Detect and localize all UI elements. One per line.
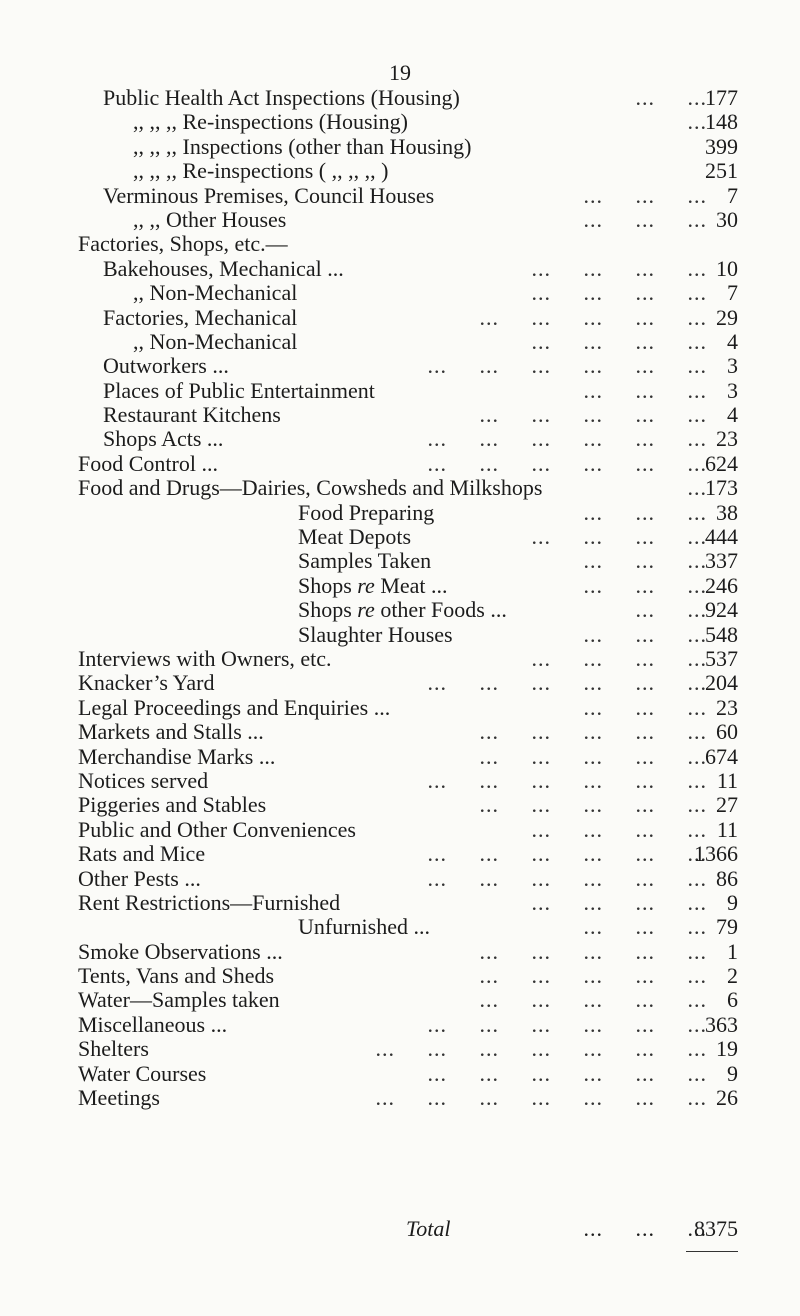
row-leaders: ... ... ... ... ... ... [427, 767, 707, 793]
table-row [0, 403, 800, 427]
row-leaders: ... ... ... ... ... [479, 743, 707, 769]
table-row [0, 232, 800, 256]
table-row [0, 452, 800, 476]
row-value: 79 [716, 914, 738, 940]
row-leaders: ... ... ... ... [531, 280, 707, 306]
table-row [0, 330, 800, 354]
row-label: Slaughter Houses [298, 623, 456, 647]
row-leaders: ... ... ... [583, 914, 707, 940]
table-row [0, 793, 800, 817]
table-row [0, 1062, 800, 1086]
row-value: 29 [716, 304, 738, 330]
row-leaders: ... ... ... [583, 206, 707, 232]
row-label: Restaurant Kitchens [103, 403, 284, 427]
row-value: 251 [705, 158, 738, 184]
row-label: Food and Drugs—Dairies, Cowsheds and Milkshops [78, 476, 545, 500]
table-row [0, 818, 800, 842]
row-value: 23 [716, 694, 738, 720]
row-label-rest: other Foods ... [374, 597, 507, 623]
row-value: 23 [716, 426, 738, 452]
row-leaders: ... ... ... ... ... ... [427, 1011, 707, 1037]
table-row [0, 281, 800, 305]
row-label: Places of Public Entertainment [103, 379, 378, 403]
row-value: 399 [705, 133, 738, 159]
row-leaders: ... ... ... [583, 377, 707, 403]
table-row [0, 745, 800, 769]
row-value: 924 [705, 597, 738, 623]
row-value: 6 [727, 987, 738, 1013]
total-label: Total [406, 1216, 451, 1241]
table-row [0, 696, 800, 720]
table-row [0, 915, 800, 939]
row-value: 204 [705, 670, 738, 696]
table-row [0, 1086, 800, 1110]
row-label-part: Shops [298, 572, 358, 598]
row-label-italic: re [357, 597, 375, 623]
row-value: 19 [716, 1036, 738, 1062]
row-label: Water—Samples taken [78, 988, 283, 1012]
row-leaders: ... ... ... [583, 572, 707, 598]
row-label: Knacker’s Yard [78, 671, 217, 695]
table-row [0, 891, 800, 915]
total-leaders: ... ... ... [583, 1216, 707, 1241]
row-label: ,, ,, Other Houses [133, 208, 289, 232]
row-value: 9 [727, 889, 738, 915]
row-label: Rats and Mice [78, 842, 208, 866]
row-label: Samples Taken [298, 549, 434, 573]
row-label: Meat Depots [298, 525, 414, 549]
total-rule [686, 1251, 738, 1252]
row-value: 177 [705, 85, 738, 110]
row-leaders: ... ... ... ... ... ... ... [375, 1036, 707, 1062]
table-row [0, 598, 800, 622]
row-value: 27 [716, 792, 738, 818]
row-label-italic: re [357, 572, 375, 598]
table-row [0, 110, 800, 134]
row-leaders: ... ... ... ... [531, 524, 707, 550]
row-label: Piggeries and Stables [78, 793, 269, 817]
table-row [0, 379, 800, 403]
table-row [0, 769, 800, 793]
row-label: Factories, Shops, etc.— [78, 232, 291, 256]
row-leaders: ... ... ... ... ... [479, 304, 707, 330]
row-label: ,, ,, ,, Inspections (other than Housing) [133, 135, 475, 159]
row-label: Public Health Act Inspections (Housing) [103, 86, 463, 110]
table-row [0, 476, 800, 500]
row-value: 60 [716, 719, 738, 745]
row-label [298, 574, 451, 598]
row-value: 537 [705, 645, 738, 671]
row-label: ,, ,, ,, Re-inspections (Housing) [133, 110, 411, 134]
row-value: 7 [727, 280, 738, 306]
row-value: 3 [727, 353, 738, 379]
row-label: Factories, Mechanical [103, 306, 300, 330]
row-value: 4 [727, 328, 738, 354]
row-label: Food Control ... [78, 452, 221, 476]
table-row [0, 208, 800, 232]
row-leaders: ... ... ... ... ... [479, 938, 707, 964]
row-leaders: ... ... ... ... ... ... [427, 450, 707, 476]
row-label: Shops Acts ... [103, 427, 226, 451]
row-leaders: ... ... ... ... [531, 889, 707, 915]
row-label: Miscellaneous ... [78, 1013, 230, 1037]
row-value: 173 [705, 475, 738, 501]
table-row [0, 427, 800, 451]
table-row [0, 842, 800, 866]
row-leaders: ... ... ... [583, 694, 707, 720]
row-leaders: ... ... ... ... [531, 255, 707, 281]
row-value: 3 [727, 377, 738, 403]
row-label: Legal Proceedings and Enquiries ... [78, 696, 393, 720]
table-row [0, 184, 800, 208]
row-value: 246 [705, 572, 738, 598]
row-label: Outworkers ... [103, 354, 232, 378]
row-value: 4 [727, 402, 738, 428]
table-row [0, 306, 800, 330]
row-leaders: ... ... ... ... ... ... [427, 865, 707, 891]
table-row [0, 159, 800, 183]
total-row [0, 1216, 800, 1242]
row-value: 86 [716, 865, 738, 891]
row-leaders: ... ... ... ... ... ... [427, 353, 707, 379]
table-row [0, 525, 800, 549]
row-label: Smoke Observations ... [78, 940, 286, 964]
row-leaders: ... ... ... ... ... [479, 402, 707, 428]
row-value: 1 [727, 938, 738, 964]
table-row [0, 988, 800, 1012]
row-label-part: Shops [298, 597, 358, 623]
row-value: 548 [705, 621, 738, 647]
row-label: Public and Other Conveniences [78, 818, 359, 842]
row-leaders: ... ... [635, 597, 707, 623]
row-leaders: ... ... ... ... [531, 328, 707, 354]
table-row [0, 940, 800, 964]
row-label-rest: Meat ... [374, 572, 448, 598]
row-leaders: ... ... ... ... ... [479, 792, 707, 818]
table-row [0, 257, 800, 281]
row-value: 148 [705, 109, 738, 135]
row-leaders: ... ... ... ... ... ... [427, 841, 707, 867]
row-leaders: ... ... ... ... ... [479, 963, 707, 989]
table-row [0, 354, 800, 378]
row-value: 624 [705, 450, 738, 476]
row-leaders: ... ... ... ... ... ... [427, 1060, 707, 1086]
table-row [0, 720, 800, 744]
row-label: ,, Non-Mechanical [133, 330, 300, 354]
row-leaders: ... [687, 475, 707, 501]
table-row [0, 1037, 800, 1061]
row-label: Tents, Vans and Sheds [78, 964, 277, 988]
page-number: 19 [389, 60, 411, 85]
row-leaders: ... ... ... ... ... [479, 987, 707, 1013]
row-value: 11 [716, 816, 738, 842]
row-leaders: ... ... ... ... ... ... [427, 670, 707, 696]
row-value: 7 [727, 182, 738, 208]
inspection-table [0, 86, 800, 1110]
row-label: Bakehouses, Mechanical ... [103, 257, 347, 281]
row-label: Merchandise Marks ... [78, 745, 278, 769]
row-value: 10 [716, 255, 738, 281]
table-row [0, 86, 800, 110]
row-label: Unfurnished ... [298, 915, 433, 939]
table-row [0, 867, 800, 891]
table-row [0, 574, 800, 598]
row-value: 337 [705, 548, 738, 574]
table-row [0, 964, 800, 988]
row-label: Shelters [78, 1037, 152, 1061]
row-value: 30 [716, 206, 738, 232]
table-row [0, 671, 800, 695]
row-leaders: ... ... ... [583, 548, 707, 574]
row-label: ,, ,, ,, Re-inspections ( ,, ,, ,, ) [133, 159, 391, 183]
row-value: 444 [705, 524, 738, 550]
row-label: Meetings [78, 1086, 163, 1110]
total-value: 8375 [694, 1216, 738, 1241]
row-leaders: ... ... ... [583, 621, 707, 647]
row-leaders: ... ... ... ... ... [479, 719, 707, 745]
row-leaders: ... ... ... ... [531, 645, 707, 671]
row-value: 38 [716, 499, 738, 525]
row-label: Water Courses [78, 1062, 209, 1086]
table-row [0, 1013, 800, 1037]
row-value: 1366 [694, 841, 738, 867]
table-row [0, 647, 800, 671]
row-value: 363 [705, 1011, 738, 1037]
row-label [298, 598, 510, 622]
row-leaders: ... ... ... ... ... ... [427, 426, 707, 452]
row-leaders: ... ... [635, 85, 707, 110]
row-leaders: ... ... ... [583, 182, 707, 208]
row-label: ,, Non-Mechanical [133, 281, 300, 305]
row-label: Other Pests ... [78, 867, 204, 891]
row-value: 674 [705, 743, 738, 769]
row-value: 9 [727, 1060, 738, 1086]
row-label: Verminous Premises, Council Houses [103, 184, 437, 208]
table-row [0, 549, 800, 573]
row-value: 11 [716, 767, 738, 793]
row-label: Food Preparing [298, 501, 437, 525]
row-leaders: ... ... ... [583, 499, 707, 525]
row-label: Interviews with Owners, etc. [78, 647, 335, 671]
row-leaders: ... [687, 109, 707, 135]
row-leaders: ... ... ... ... ... ... ... [375, 1085, 707, 1111]
row-value: 2 [727, 963, 738, 989]
row-label: Notices served [78, 769, 211, 793]
table-row [0, 501, 800, 525]
row-value: 26 [716, 1085, 738, 1111]
table-row [0, 623, 800, 647]
table-row [0, 135, 800, 159]
row-leaders: ... ... ... ... [531, 816, 707, 842]
row-label: Markets and Stalls ... [78, 720, 267, 744]
row-label: Rent Restrictions—Furnished [78, 891, 343, 915]
